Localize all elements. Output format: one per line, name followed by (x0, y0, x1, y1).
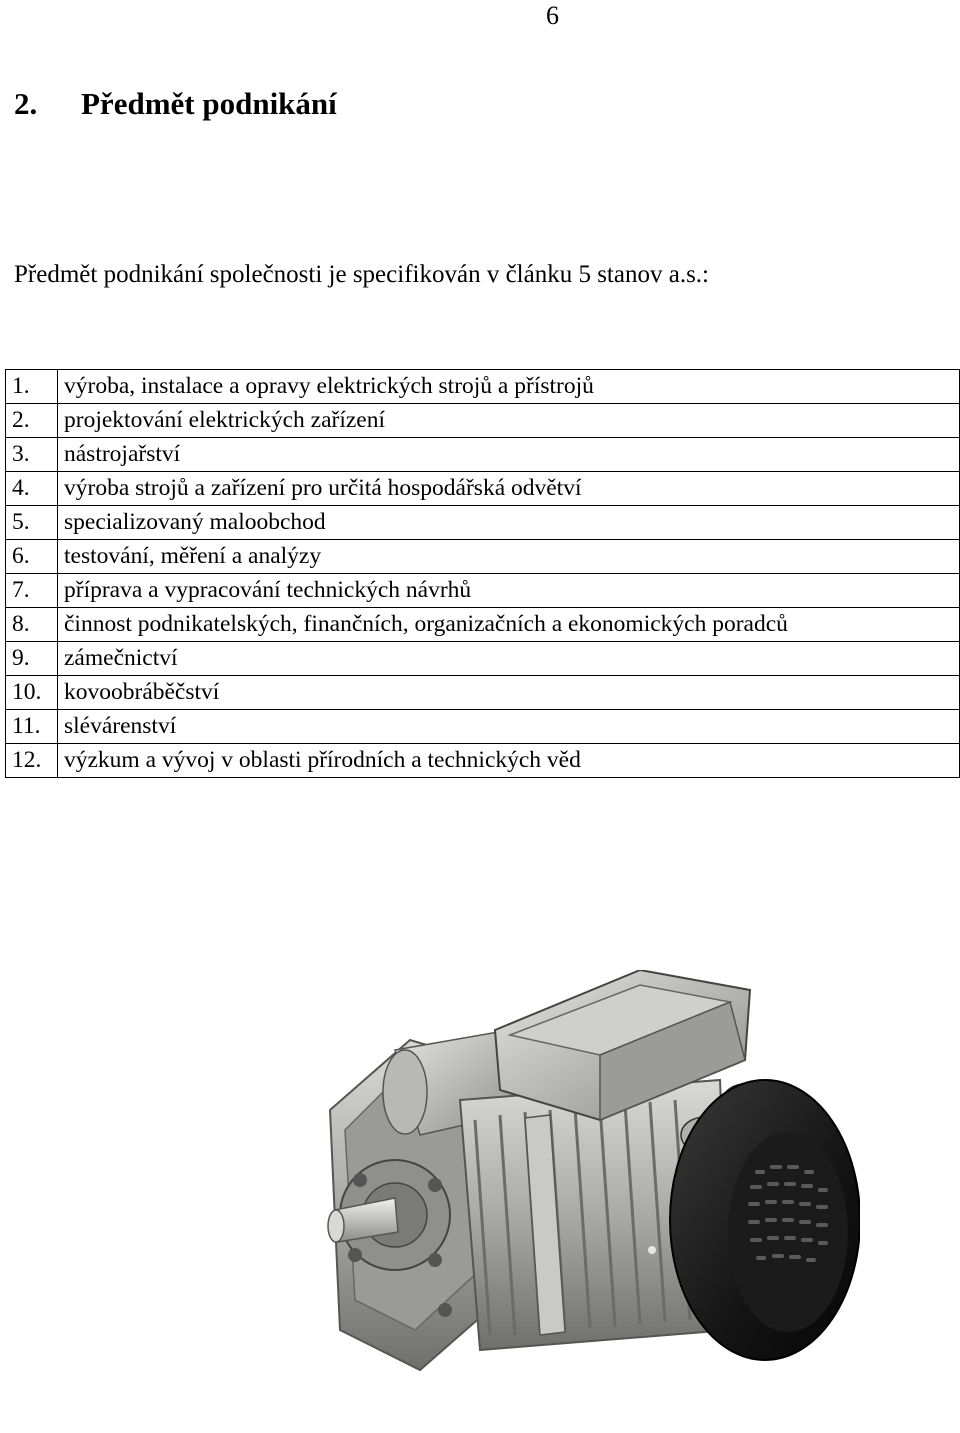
table-row (6, 608, 960, 642)
row-index: 3. (6, 438, 58, 472)
row-index: 1. (6, 370, 58, 404)
row-text: slévárenství (58, 710, 960, 744)
row-index: 9. (6, 642, 58, 676)
row-index: 4. (6, 472, 58, 506)
table-row (6, 710, 960, 744)
table-row (6, 404, 960, 438)
row-text: výroba, instalace a opravy elektrických strojů a přístrojů (58, 370, 960, 404)
table-row (6, 744, 960, 778)
row-index: 8. (6, 608, 58, 642)
row-text: specializovaný maloobchod (58, 506, 960, 540)
row-text: výroba strojů a zařízení pro určitá hospodářská odvětví (58, 472, 960, 506)
row-index: 6. (6, 540, 58, 574)
table-row (6, 642, 960, 676)
row-index: 7. (6, 574, 58, 608)
intro-paragraph: Předmět podnikání společnosti je specifikován v článku 5 stanov a.s.: (14, 261, 709, 288)
page-number: 6 (546, 1, 559, 30)
gear-motor-photo (300, 970, 860, 1410)
table-row (6, 574, 960, 608)
table-row (6, 506, 960, 540)
row-text: výzkum a vývoj v oblasti přírodních a technických věd (58, 744, 960, 778)
row-index: 10. (6, 676, 58, 710)
table-row (6, 472, 960, 506)
row-text: zámečnictví (58, 642, 960, 676)
section-number: 2. (14, 86, 38, 121)
activities-table (5, 369, 960, 778)
table-row (6, 370, 960, 404)
row-text: činnost podnikatelských, finančních, organizačních a ekonomických poradců (58, 608, 960, 642)
section-heading (14, 84, 337, 124)
row-index: 11. (6, 710, 58, 744)
row-text: projektování elektrických zařízení (58, 404, 960, 438)
section-title: Předmět podnikání (81, 86, 337, 121)
table-row (6, 540, 960, 574)
row-index: 12. (6, 744, 58, 778)
table-row (6, 676, 960, 710)
row-text: příprava a vypracování technických návrhů (58, 574, 960, 608)
table-row (6, 438, 960, 472)
row-text: nástrojařství (58, 438, 960, 472)
row-text: kovoobráběčství (58, 676, 960, 710)
row-index: 2. (6, 404, 58, 438)
row-index: 5. (6, 506, 58, 540)
row-text: testování, měření a analýzy (58, 540, 960, 574)
